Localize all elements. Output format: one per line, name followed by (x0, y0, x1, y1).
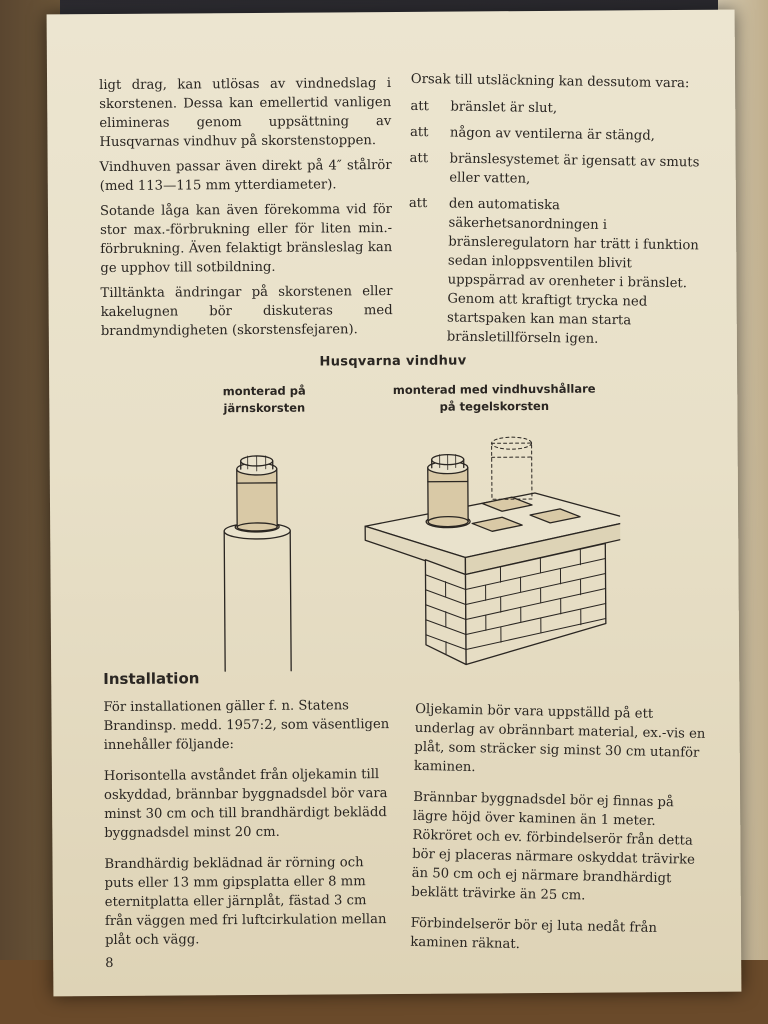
figure-title: Husqvarna vindhuv (319, 353, 467, 370)
booklet-page (47, 10, 742, 997)
list-item-prefix: att (409, 124, 429, 141)
list-item-prefix: att (410, 98, 429, 115)
list-item-text: den automatiska säkerhetsanordningen i bränsleregulatorn har trätt i funktion sedan inloppsventilen blivit uppspärrad av orenheter i bränslet. Genom att kraftigt trycka ned startspaken kan man starta bränsletillförseln igen. (446, 196, 699, 347)
figure-label-line: järnskorsten (223, 400, 306, 416)
paragraph-connector-pipe: Förbindelserör bör ej luta nedåt från kaminen räknat. (410, 915, 658, 953)
list-item (410, 123, 704, 147)
extinguish-intro: Orsak till utsläckning kan dessutom vara: (410, 71, 690, 92)
list-item (407, 194, 703, 351)
list-item (410, 97, 704, 121)
paragraph-draft: ligt drag, kan utlösas av vindnedslag i skorstenen. Dessa kan emellertid vanligen elimineras genom uppsättning av Husqvarnas vindhuv på skorstenstoppen. (99, 76, 392, 151)
right-column-text (407, 70, 705, 358)
paragraph-regulation: För installationen gäller f. n. Statens Brandinsp. medd. 1957:2, som väsentligen innehåller följande: (103, 698, 390, 754)
figure-label-brick-chimney (369, 380, 619, 416)
brick-chimney-drawing (365, 436, 622, 665)
figure-label-line: på tegelskorsten (439, 398, 550, 414)
paragraph-horizontal-distance: Horisontella avståndet från oljekamin till oskyddad, brännbar byggnadsdel bör vara minst 30 cm och till brandhärdigt beklädd byggnadsdel minst 20 cm. (103, 767, 388, 842)
paragraph-height-distance: Brännbar byggnadsdel bör ej finnas på lägre höjd över kaminen än 1 meter. Rökröret och ev. förbindelserör från detta bör ej placeras närmare oskyddat trävirke än 50 cm och ej närmare brandhärdigt beklätt trävirke än 25 cm. (411, 789, 695, 904)
figure-label-iron-chimney (189, 382, 339, 417)
figure-label-line: monterad med vindhuvshållare (392, 381, 596, 398)
list-item-text: bränslesystemet är igensatt av smuts eller vatten, (449, 151, 700, 187)
paragraph-fireproof-cladding: Brandhärdig beklädnad är rörning och puts eller 13 mm gipsplatta eller 8 mm eternitplatta eller järnplåt, fästad 3 cm från väggen med fri luftcirkulation mellan plåt och vägg. (104, 855, 387, 949)
left-column-text (99, 74, 393, 347)
installation-heading: Installation (103, 669, 200, 689)
paragraph-base-plate: Oljekamin bör vara uppställd på ett underlag av obrännbart material, ex.-vis en plåt, som sträcker sig minst 30 cm utanför kaminen. (413, 701, 706, 776)
paragraph-sooting-flame: Sotande låga kan även förekomma vid för stor max.-förbrukning eller för liten min.-förbrukning. Även felaktigt bränsleslag kan ge upphov till sotbildning. (99, 202, 393, 277)
figure-label-line: monterad på (222, 383, 306, 399)
installation-right-column (410, 700, 707, 970)
list-item-prefix: att (408, 195, 428, 212)
installation-left-column (103, 696, 397, 962)
list-item-text: någon av ventilerna är stängd, (449, 125, 656, 144)
list-item (409, 149, 704, 192)
chimney-illustration (199, 428, 621, 681)
page-number: 8 (105, 955, 114, 972)
list-item-prefix: att (409, 150, 429, 167)
paragraph-chimney-changes: Tilltänkta ändringar på skorstenen eller kakelugnen bör diskuteras med brandmyndigheten (skorstensfejaren). (100, 284, 393, 340)
paragraph-steel-pipe: Vindhuven passar även direkt på 4″ stålrör (med 113—115 mm ytterdiameter). (99, 158, 392, 195)
iron-chimney-drawing (224, 456, 291, 671)
list-item-text: bränslet är slut, (450, 99, 558, 117)
